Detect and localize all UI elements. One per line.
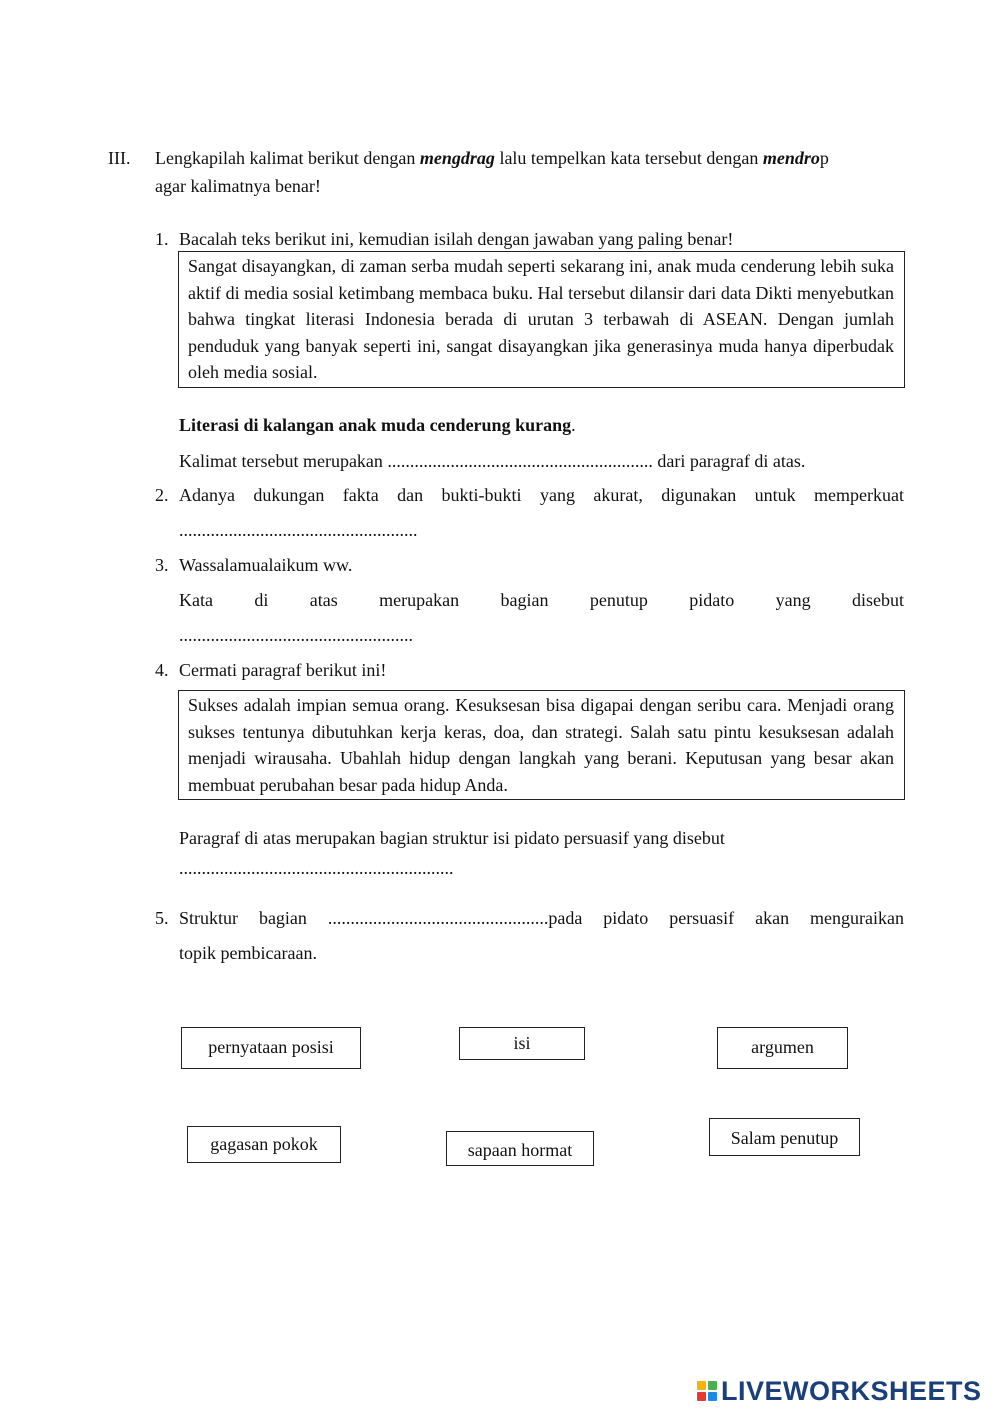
question-4-text: Cermati paragraf berikut ini! <box>179 660 387 680</box>
logo-square-green <box>708 1381 717 1390</box>
section-instruction <box>155 145 915 199</box>
option-isi[interactable]: isi <box>459 1027 585 1060</box>
question-4-passage: Sukses adalah impian semua orang. Kesuksesan bisa digapai dengan seribu cara. Menjadi orang sukses tentunya dibutuhkan kerja keras, doa, dan strategi. Salah satu pintu kesuksesan adalah menjadi wirausaha. Ubahlah hidup dengan langkah yang berani. Keputusan yang besar akan membuat perubahan besar pada hidup Anda. <box>188 695 894 795</box>
question-2-text: Adanya dukungan fakta dan bukti-bukti yang akurat, digunakan untuk memperkuat <box>179 485 904 505</box>
question-4-blank[interactable]: ............................................................. <box>179 858 454 878</box>
drag-word: mengdrag <box>419 148 495 168</box>
question-2-blank[interactable]: ..................................................... <box>179 520 418 540</box>
logo-square-red <box>697 1392 706 1401</box>
option-sapaan-hormat[interactable]: sapaan hormat <box>446 1131 594 1166</box>
option-salam-penutup[interactable]: Salam penutup <box>709 1118 860 1156</box>
question-3-blank[interactable]: .................................................... <box>179 625 413 645</box>
drop-word: mendro <box>762 148 820 168</box>
logo-mark-icon <box>697 1381 717 1401</box>
option-pernyataan-posisi[interactable]: pernyataan posisi <box>181 1027 361 1069</box>
question-1-highlight: Literasi di kalangan anak muda cenderung kurang. <box>179 415 576 435</box>
question-1-passage-box <box>178 251 905 388</box>
question-1-number: 1. <box>155 229 169 249</box>
liveworksheets-logo <box>697 1376 982 1406</box>
question-2-number: 2. <box>155 485 169 505</box>
section-number: III. <box>108 148 131 168</box>
logo-square-yellow <box>697 1381 706 1390</box>
question-1-prompt: Kalimat tersebut merupakan ........................................................... dari paragraf di atas. <box>179 451 806 471</box>
logo-square-blue <box>708 1392 717 1401</box>
brand-name: LIVEWORKSHEETS <box>721 1376 982 1406</box>
question-5-number: 5. <box>155 908 169 928</box>
question-5-line-2: topik pembicaraan. <box>179 943 317 963</box>
question-4-passage-box <box>178 690 905 800</box>
question-3-prompt: Kata di atas merupakan bagian penutup pidato yang disebut <box>179 590 904 610</box>
option-gagasan-pokok[interactable]: gagasan pokok <box>187 1126 341 1163</box>
question-5-text: Struktur bagian .................................................pada pidato persuasif akan menguraikan <box>179 908 904 928</box>
instruction-line-2: agar kalimatnya benar! <box>155 176 321 196</box>
question-3-text: Wassalamualaikum ww. <box>179 555 353 575</box>
question-3-number: 3. <box>155 555 169 575</box>
question-4-prompt: Paragraf di atas merupakan bagian struktur isi pidato persuasif yang disebut <box>179 828 725 848</box>
instruction-line-1: Lengkapilah kalimat berikut dengan mengdrag lalu tempelkan kata tersebut dengan mendrop <box>155 148 829 168</box>
question-1-passage: Sangat disayangkan, di zaman serba mudah seperti sekarang ini, anak muda cenderung lebih suka aktif di media sosial ketimbang membaca buku. Hal tersebut dilansir dari data Dikti menyebutkan bahwa tingkat literasi Indonesia berada di urutan 3 terbawah di ASEAN. Dengan jumlah penduduk yang banyak seperti ini, sangat disayangkan jika generasinya muda hanya diperbudak oleh media sosial. <box>188 256 894 383</box>
option-argumen[interactable]: argumen <box>717 1027 848 1069</box>
question-1-text: Bacalah teks berikut ini, kemudian isilah dengan jawaban yang paling benar! <box>179 229 734 249</box>
question-4-number: 4. <box>155 660 169 680</box>
